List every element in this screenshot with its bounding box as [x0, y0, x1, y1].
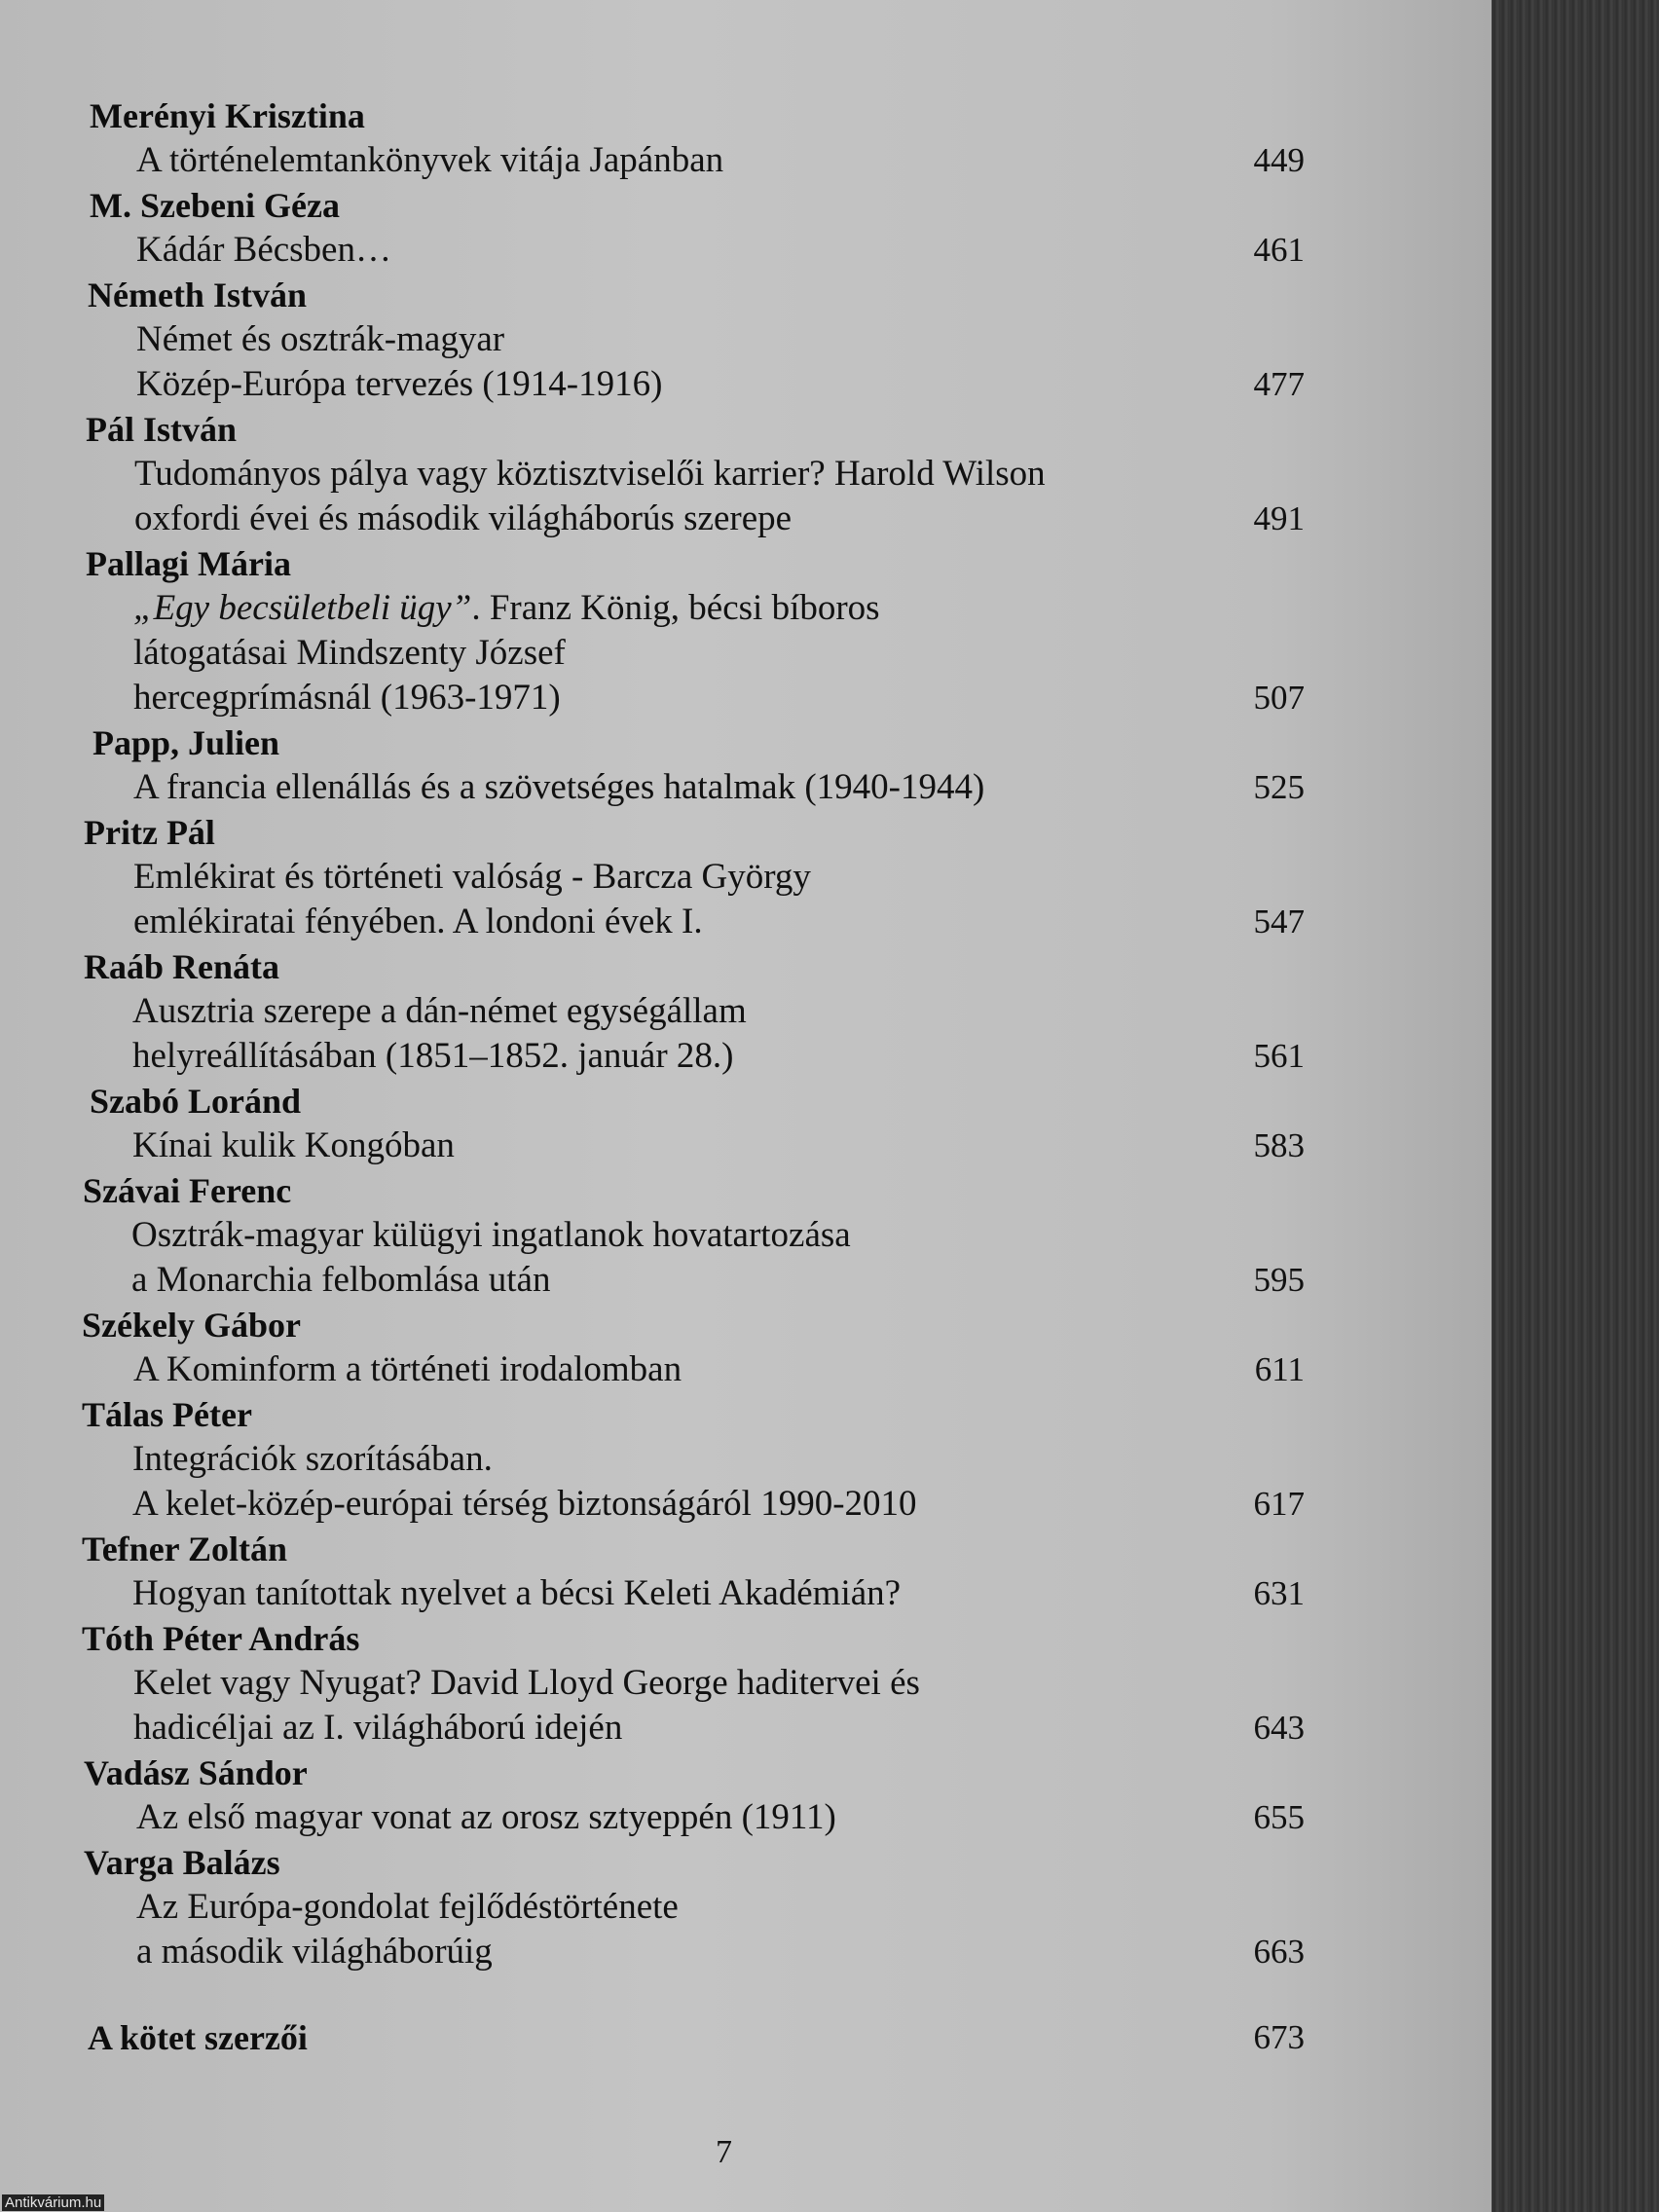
entry-author: Pallagi Mária [86, 544, 291, 583]
toc-entry [0, 1079, 1492, 1168]
entry-page-number: 461 [1253, 231, 1305, 269]
toc-entry [0, 273, 1492, 407]
entry-title-text: A kelet-közép-európai térség biztonságáról 1990-2010 [132, 1484, 917, 1524]
entry-title-text: oxfordi évei és második világháborús szerepe [134, 498, 793, 538]
entry-author: Szávai Ferenc [83, 1171, 292, 1210]
toc-entry [0, 1527, 1492, 1616]
entry-title-line [0, 1034, 1492, 1079]
entry-title-text: helyreállításában (1851–1852. január 28.) [132, 1036, 734, 1076]
entry-title-text: emlékiratai fényében. A londoni évek I. [133, 902, 703, 941]
entry-title-line [0, 1258, 1492, 1303]
entry-title-text: Emlékirat és történeti valóság - Barcza György [133, 857, 811, 897]
entry-title-text: Tudományos pálya vagy köztisztviselői karrier? Harold Wilson [134, 454, 1046, 494]
entry-title-text: . Franz König, bécsi bíboros [471, 588, 880, 628]
entry-page-number: 491 [1253, 499, 1305, 537]
entry-author: Székely Gábor [82, 1306, 301, 1345]
toc-entry [0, 810, 1492, 944]
entry-page-number: 655 [1253, 1798, 1305, 1836]
entry-title-line [0, 497, 1492, 541]
entry-title-text: Kínai kulik Kongóban [132, 1125, 455, 1165]
entry-page-number: 595 [1253, 1261, 1305, 1299]
entry-title-line [0, 1706, 1492, 1751]
entry-title-text: Kelet vagy Nyugat? David Lloyd George haditervei és [133, 1663, 920, 1703]
entry-title-text: Integrációk szorításában. [132, 1439, 493, 1479]
entry-title-line [0, 586, 1492, 631]
entry-title-text: Osztrák-magyar külügyi ingatlanok hovatartozása [131, 1215, 851, 1255]
entry-title-text: A történelemtankönyvek vitája Japánban [136, 140, 724, 180]
entry-author: Vadász Sándor [84, 1753, 308, 1792]
entry-title-line [0, 1437, 1492, 1482]
entry-title-line [0, 317, 1492, 362]
entry-page-number: 525 [1253, 768, 1305, 806]
entry-author: Tóth Péter András [82, 1619, 360, 1658]
toc-entry [0, 1840, 1492, 1974]
entry-title-italic: „Egy becsületbeli ügy” [133, 588, 472, 628]
entry-title-line [0, 1482, 1492, 1527]
entry-page-number: 583 [1253, 1126, 1305, 1164]
toc-entry [0, 1616, 1492, 1751]
entry-title-text: hadicéljai az I. világháború idején [133, 1708, 623, 1748]
toc-entry [0, 407, 1492, 541]
entry-title-text: Az első magyar vonat az orosz sztyeppén (1911) [136, 1797, 836, 1837]
entry-title-line [0, 138, 1492, 183]
entry-title-line [0, 1795, 1492, 1840]
entry-title-line [0, 1661, 1492, 1706]
entry-author: Szabó Loránd [90, 1082, 302, 1121]
entry-title-line [0, 362, 1492, 407]
authors-section-label: A kötet szerzői [88, 2018, 308, 2057]
entry-title-line [0, 631, 1492, 676]
entry-author: Németh István [88, 276, 307, 314]
entry-title-text: hercegprímásnál (1963-1971) [133, 678, 561, 718]
entry-page-number: 477 [1253, 365, 1305, 403]
entry-title-text: A Kominform a történeti irodalomban [133, 1349, 682, 1389]
entry-title-text: Az Európa-gondolat fejlődéstörténete [136, 1887, 679, 1927]
entry-page-number: 663 [1253, 1933, 1305, 1971]
entry-author: Tefner Zoltán [82, 1530, 288, 1568]
entry-page-number: 547 [1253, 903, 1305, 940]
toc-entry [0, 93, 1492, 183]
entry-title-line [0, 1930, 1492, 1974]
book-spine-shadow [1492, 0, 1659, 2212]
entry-page-number: 631 [1253, 1574, 1305, 1612]
toc-entry [0, 183, 1492, 273]
entry-author: M. Szebeni Géza [90, 186, 340, 225]
entry-title-text: a Monarchia felbomlása után [131, 1260, 551, 1300]
entry-title-line [0, 1213, 1492, 1258]
entry-title-text: A francia ellenállás és a szövetséges hatalmak (1940-1944) [133, 767, 985, 807]
entry-page-number: 643 [1253, 1709, 1305, 1747]
toc-entry [0, 1392, 1492, 1527]
entry-title-line [0, 1571, 1492, 1616]
entry-author: Pál István [86, 410, 238, 449]
entry-page-number: 617 [1253, 1485, 1305, 1523]
toc-entry [0, 1303, 1492, 1392]
entry-page-number: 611 [1254, 1350, 1305, 1388]
entry-page-number: 449 [1253, 141, 1305, 179]
entry-title-text: a második világháborúig [136, 1932, 493, 1972]
entry-title-text: Német és osztrák-magyar [136, 319, 505, 359]
entry-title-line [0, 765, 1492, 810]
authors-section-page: 673 [1253, 2018, 1305, 2056]
watermark: Antikvárium.hu [2, 2194, 104, 2211]
entry-title-line [0, 228, 1492, 273]
entry-title-line [0, 989, 1492, 1034]
entry-title-line [0, 1347, 1492, 1392]
page-number: 7 [716, 2134, 732, 2170]
entry-title-line [0, 855, 1492, 900]
entry-page-number: 561 [1253, 1037, 1305, 1075]
toc-entry [0, 1168, 1492, 1303]
entry-title-line [0, 1885, 1492, 1930]
entry-title-line [0, 452, 1492, 497]
entry-title-line [0, 900, 1492, 944]
entry-author: Pritz Pál [84, 813, 215, 852]
toc-entry [0, 720, 1492, 810]
entry-title-line [0, 1124, 1492, 1168]
entry-title-line [0, 676, 1492, 720]
entry-author: Merényi Krisztina [90, 96, 365, 135]
entry-title-text: Ausztria szerepe a dán-német egységállam [132, 991, 747, 1031]
table-of-contents [0, 93, 1492, 2060]
entry-author: Tálas Péter [82, 1395, 252, 1434]
authors-section [88, 2015, 1579, 2060]
toc-entry [0, 1751, 1492, 1840]
spacer [0, 1974, 1492, 2015]
entry-title-text: Kádár Bécsben… [136, 230, 391, 270]
entry-author: Varga Balázs [84, 1843, 280, 1882]
entry-author: Raáb Renáta [84, 947, 280, 986]
entry-title-text: Közép-Európa tervezés (1914-1916) [136, 364, 663, 404]
toc-entry [0, 541, 1492, 720]
entry-title-text: Hogyan tanítottak nyelvet a bécsi Keleti Akadémián? [132, 1573, 902, 1613]
entry-page-number: 507 [1253, 679, 1305, 717]
entry-author: Papp, Julien [92, 723, 280, 762]
entry-title-text: látogatásai Mindszenty József [133, 633, 566, 673]
toc-entry [0, 944, 1492, 1079]
